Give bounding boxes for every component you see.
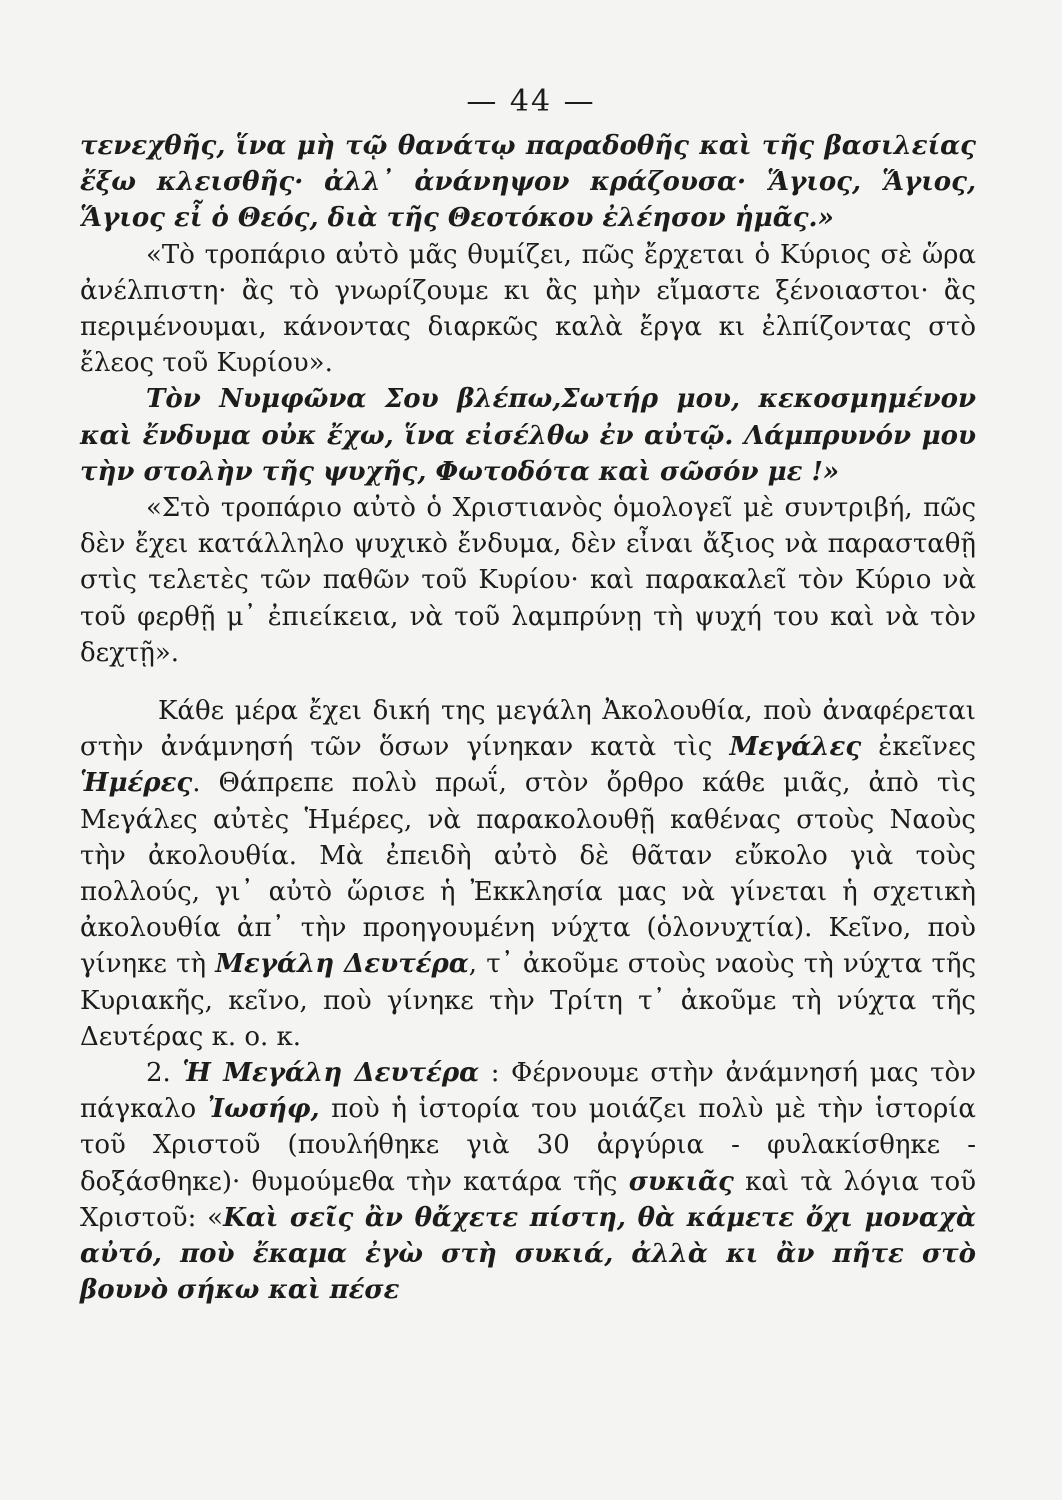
section-heading: Ἡ Μεγάλη Δευτέρα (182, 1058, 480, 1089)
page-number: — 44 — (466, 84, 596, 119)
emphasis-text: Ἡμέρες (80, 768, 193, 799)
commentary-paragraph-2: «Στὸ τροπάριο αὐτὸ ὁ Χριστιανὸς ὁμολογεῖ μὲ συντριβή, πῶς δὲν ἔχει κατάλληλο ψυχικὸ ἔνδυμα, δὲν εἶναι ἄξιος νὰ παρασταθῇ στὶς τελετὲς τῶν παθῶν τοῦ Κυρίου· καὶ παρακαλεῖ τὸν Κύριο νὰ τοῦ φερθῇ μ᾿ ἐπιείκεια, νὰ τοῦ λαμπρύνῃ τὴ ψυχή του καὶ νὰ τὸν δεχτῇ». (80, 493, 976, 668)
emphasis-text: Μεγάλες (729, 732, 862, 763)
hymn-continuation: τενεχθῆς, ἵνα μὴ τῷ θανάτῳ παραδοθῆς καὶ τῆς βασιλείας ἔξω κλεισθῆς· ἀλλ᾿ ἀνάνηψον κράζουσα· Ἅγιος, Ἅγιος, Ἅγιος εἶ ὁ Θεός, διὰ τῆς Θεοτόκου ἐλέησον ἡμᾶς.» (80, 131, 976, 234)
body-text (80, 128, 976, 1309)
hymn-paragraph: Τὸν Νυμφῶνα Σου βλέπω,Σωτήρ μου, κεκοσμημένον καὶ ἔνδυμα οὐκ ἔχω, ἵνα εἰσέλθω ἐν αὐτῷ. Λάμπρυνόν μου τὴν στολὴν τῆς ψυχῆς, Φωτοδότα καὶ σῶσόν με !» (80, 384, 976, 487)
emphasis-text: συκιᾶς (628, 1166, 734, 1197)
holy-monday-paragraph: 2. Ἡ Μεγάλη Δευτέρα : Φέρνουμε στὴν ἀνάμνησή μας τὸν πάγκαλο Ἰωσήφ, ποὺ ἡ ἱστορία του μοιάζει πολὺ μὲ τὴν ἱστορία τοῦ Χριστοῦ (πουλήθηκε γιὰ 30 ἀργύρια - φυλακίσθηκε - δοξάσθηκε)· θυμούμεθα τὴν κατάρα τῆς συκιᾶς καὶ τὰ λόγια τοῦ Χριστοῦ: «Καὶ σεῖς ἂν θἄχετε πίστη, θὰ κάμετε ὄχι μοναχὰ αὐτό, ποὺ ἔκαμα ἐγὼ στὴ συκιά, ἀλλὰ κι ἂν πῆτε στὸ βουνὸ σήκω καὶ πέσε (80, 1058, 977, 1306)
emphasis-text: Ἰωσήφ, (207, 1094, 320, 1125)
holy-week-paragraph: Κάθε μέρα ἔχει δική της μεγάλη Ἀκολουθία, ποὺ ἀναφέρεται στὴν ἀνάμνησή τῶν ὅσων γίνηκαν κατὰ τὶς Μεγάλες ἐκεῖνες Ἡμέρες. Θάπρεπε πολὺ πρωΐ, στὸν ὄρθρο κάθε μιᾶς, ἀπὸ τὶς Μεγάλες αὐτὲς Ἡμέρες, νὰ παρακολουθῇ καθένας στοὺς Ναοὺς τὴν ἀκολουθία. Μὰ ἐπειδὴ αὐτὸ δὲ θᾶταν εὔκολο γιὰ τοὺς πολλούς, γι᾿ αὐτὸ ὥρισε ἡ Ἐκκλησία μας νὰ γίνεται ἡ σχετικὴ ἀκολουθία ἀπ᾿ τὴν προηγουμένη νύχτα (ὁλονυχτία). Κεῖνο, ποὺ γίνηκε τὴ Μεγάλη Δευτέρα, τ᾿ ἀκοῦμε στοὺς ναοὺς τὴ νύχτα τῆς Κυριακῆς, κεῖνο, ποὺ γίνηκε τὴν Τρίτη τ᾿ ἀκοῦμε τὴ νύχτα τῆς Δευτέρας κ. ο. κ. (80, 696, 977, 1052)
quote-text: Καὶ σεῖς ἂν θἄχετε πίστη, θὰ κάμετε ὄχι μοναχὰ αὐτό, ποὺ ἔκαμα ἐγὼ στὴ συκιά, ἀλλὰ κι ἂν πῆτε στὸ βουνὸ σήκω καὶ πέσε (80, 1202, 977, 1306)
emphasis-text: Μεγάλη Δευτέρα (215, 949, 469, 980)
commentary-paragraph-1: «Τὸ τροπάριο αὐτὸ μᾶς θυμίζει, πῶς ἔρχεται ὁ Κύριος σὲ ὥρα ἀνέλπιστη· ἂς τὸ γνωρίζουμε κι ἂς μὴν εἴμαστε ξένοιαστοι· ἂς περιμένουμαι, κάνοντας διαρκῶς καλὰ ἔργα κι ἐλπίζοντας στὸ ἔλεος τοῦ Κυρίου». (80, 239, 976, 379)
